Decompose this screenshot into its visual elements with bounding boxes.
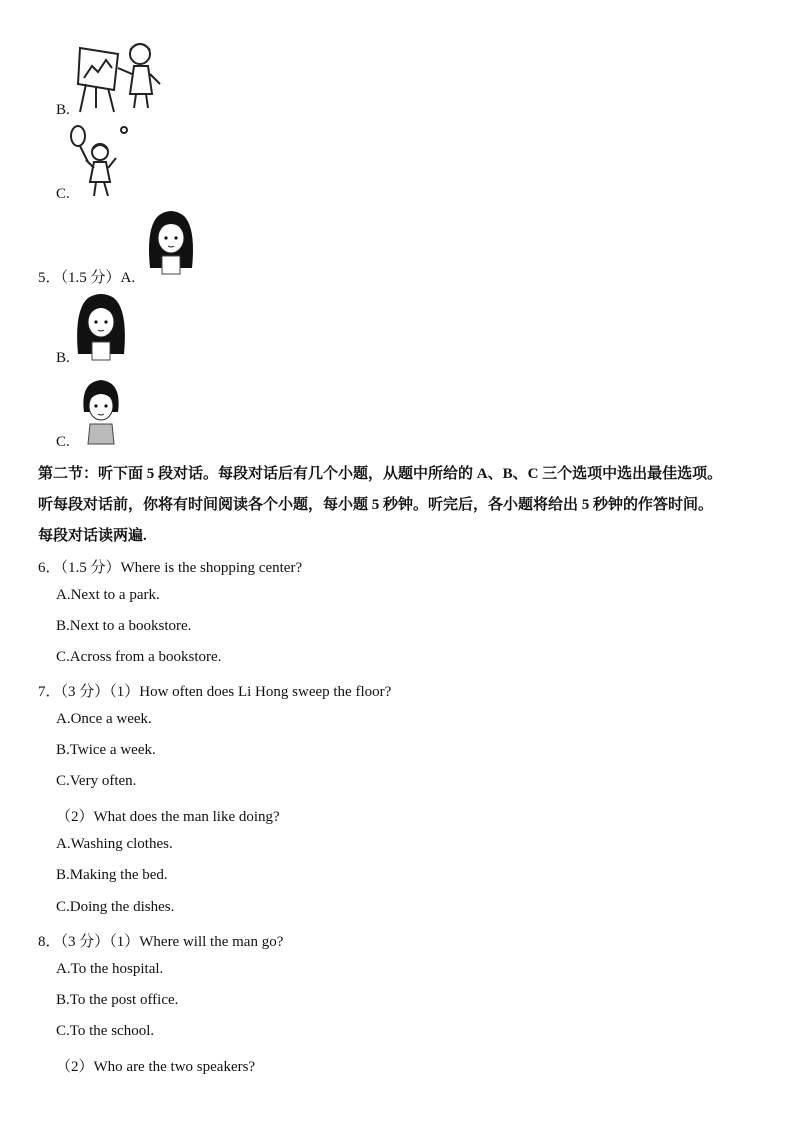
q7-1-option-b[interactable]: B.Twice a week. xyxy=(56,742,156,758)
q7-2-option-c[interactable]: C.Doing the dishes. xyxy=(56,899,175,915)
q7-sub2-stem: （2）What does the man like doing? xyxy=(56,809,280,825)
q8-sub2-stem: （2）Who are the two speakers? xyxy=(56,1059,256,1075)
q7-2-option-b[interactable]: B.Making the bed. xyxy=(56,867,168,883)
girl-long-hair-icon xyxy=(144,208,198,276)
q5-stem: 5．（1.5 分）A. xyxy=(38,270,136,286)
q4-option-c-label[interactable]: C. xyxy=(56,186,70,202)
q4-option-b-label[interactable]: B. xyxy=(56,102,70,118)
long-hair-girl-picture-b xyxy=(74,292,128,362)
q6-option-a[interactable]: A.Next to a park. xyxy=(56,587,160,603)
q6-stem: 6．（1.5 分）Where is the shopping center? xyxy=(38,560,303,576)
short-hair-girl-picture-c xyxy=(74,376,128,446)
easel-icon xyxy=(74,38,166,114)
q7-2-option-a[interactable]: A.Washing clothes. xyxy=(56,836,173,852)
q5-option-c-label[interactable]: C. xyxy=(56,434,70,450)
q8-1-option-c[interactable]: C.To the school. xyxy=(56,1023,155,1039)
tennis-racket-icon xyxy=(66,122,132,198)
q7-1-option-a[interactable]: A.Once a week. xyxy=(56,711,152,727)
long-hair-girl-picture-a xyxy=(144,208,198,276)
section2-line1: 第二节：听下面 5 段对话。每段对话后有几个小题，从题中所给的 A、B、C 三个选项中选出最佳选项。 xyxy=(38,466,723,482)
q7-1-option-c[interactable]: C.Very often. xyxy=(56,773,137,789)
girl-tennis-picture xyxy=(66,122,132,198)
girl-short-hair-icon xyxy=(74,376,128,446)
q6-option-c[interactable]: C.Across from a bookstore. xyxy=(56,649,222,665)
section2-line3: 每段对话读两遍. xyxy=(38,528,147,544)
q8-1-option-a[interactable]: A.To the hospital. xyxy=(56,961,164,977)
girl-long-hair-bangs-icon xyxy=(74,292,128,362)
q6-option-b[interactable]: B.Next to a bookstore. xyxy=(56,618,192,634)
section2-line2: 听每段对话前，你将有时间阅读各个小题，每小题 5 秒钟。听完后，各小题将给出 5 秒钟的作答时间。 xyxy=(38,497,714,513)
q8-stem: 8．（3 分）（1）Where will the man go? xyxy=(38,934,284,950)
q7-stem: 7．（3 分）（1）How often does Li Hong sweep the floor? xyxy=(38,684,392,700)
q8-1-option-b[interactable]: B.To the post office. xyxy=(56,992,179,1008)
boy-painting-picture xyxy=(74,38,166,114)
q5-option-b-label[interactable]: B. xyxy=(56,350,70,366)
